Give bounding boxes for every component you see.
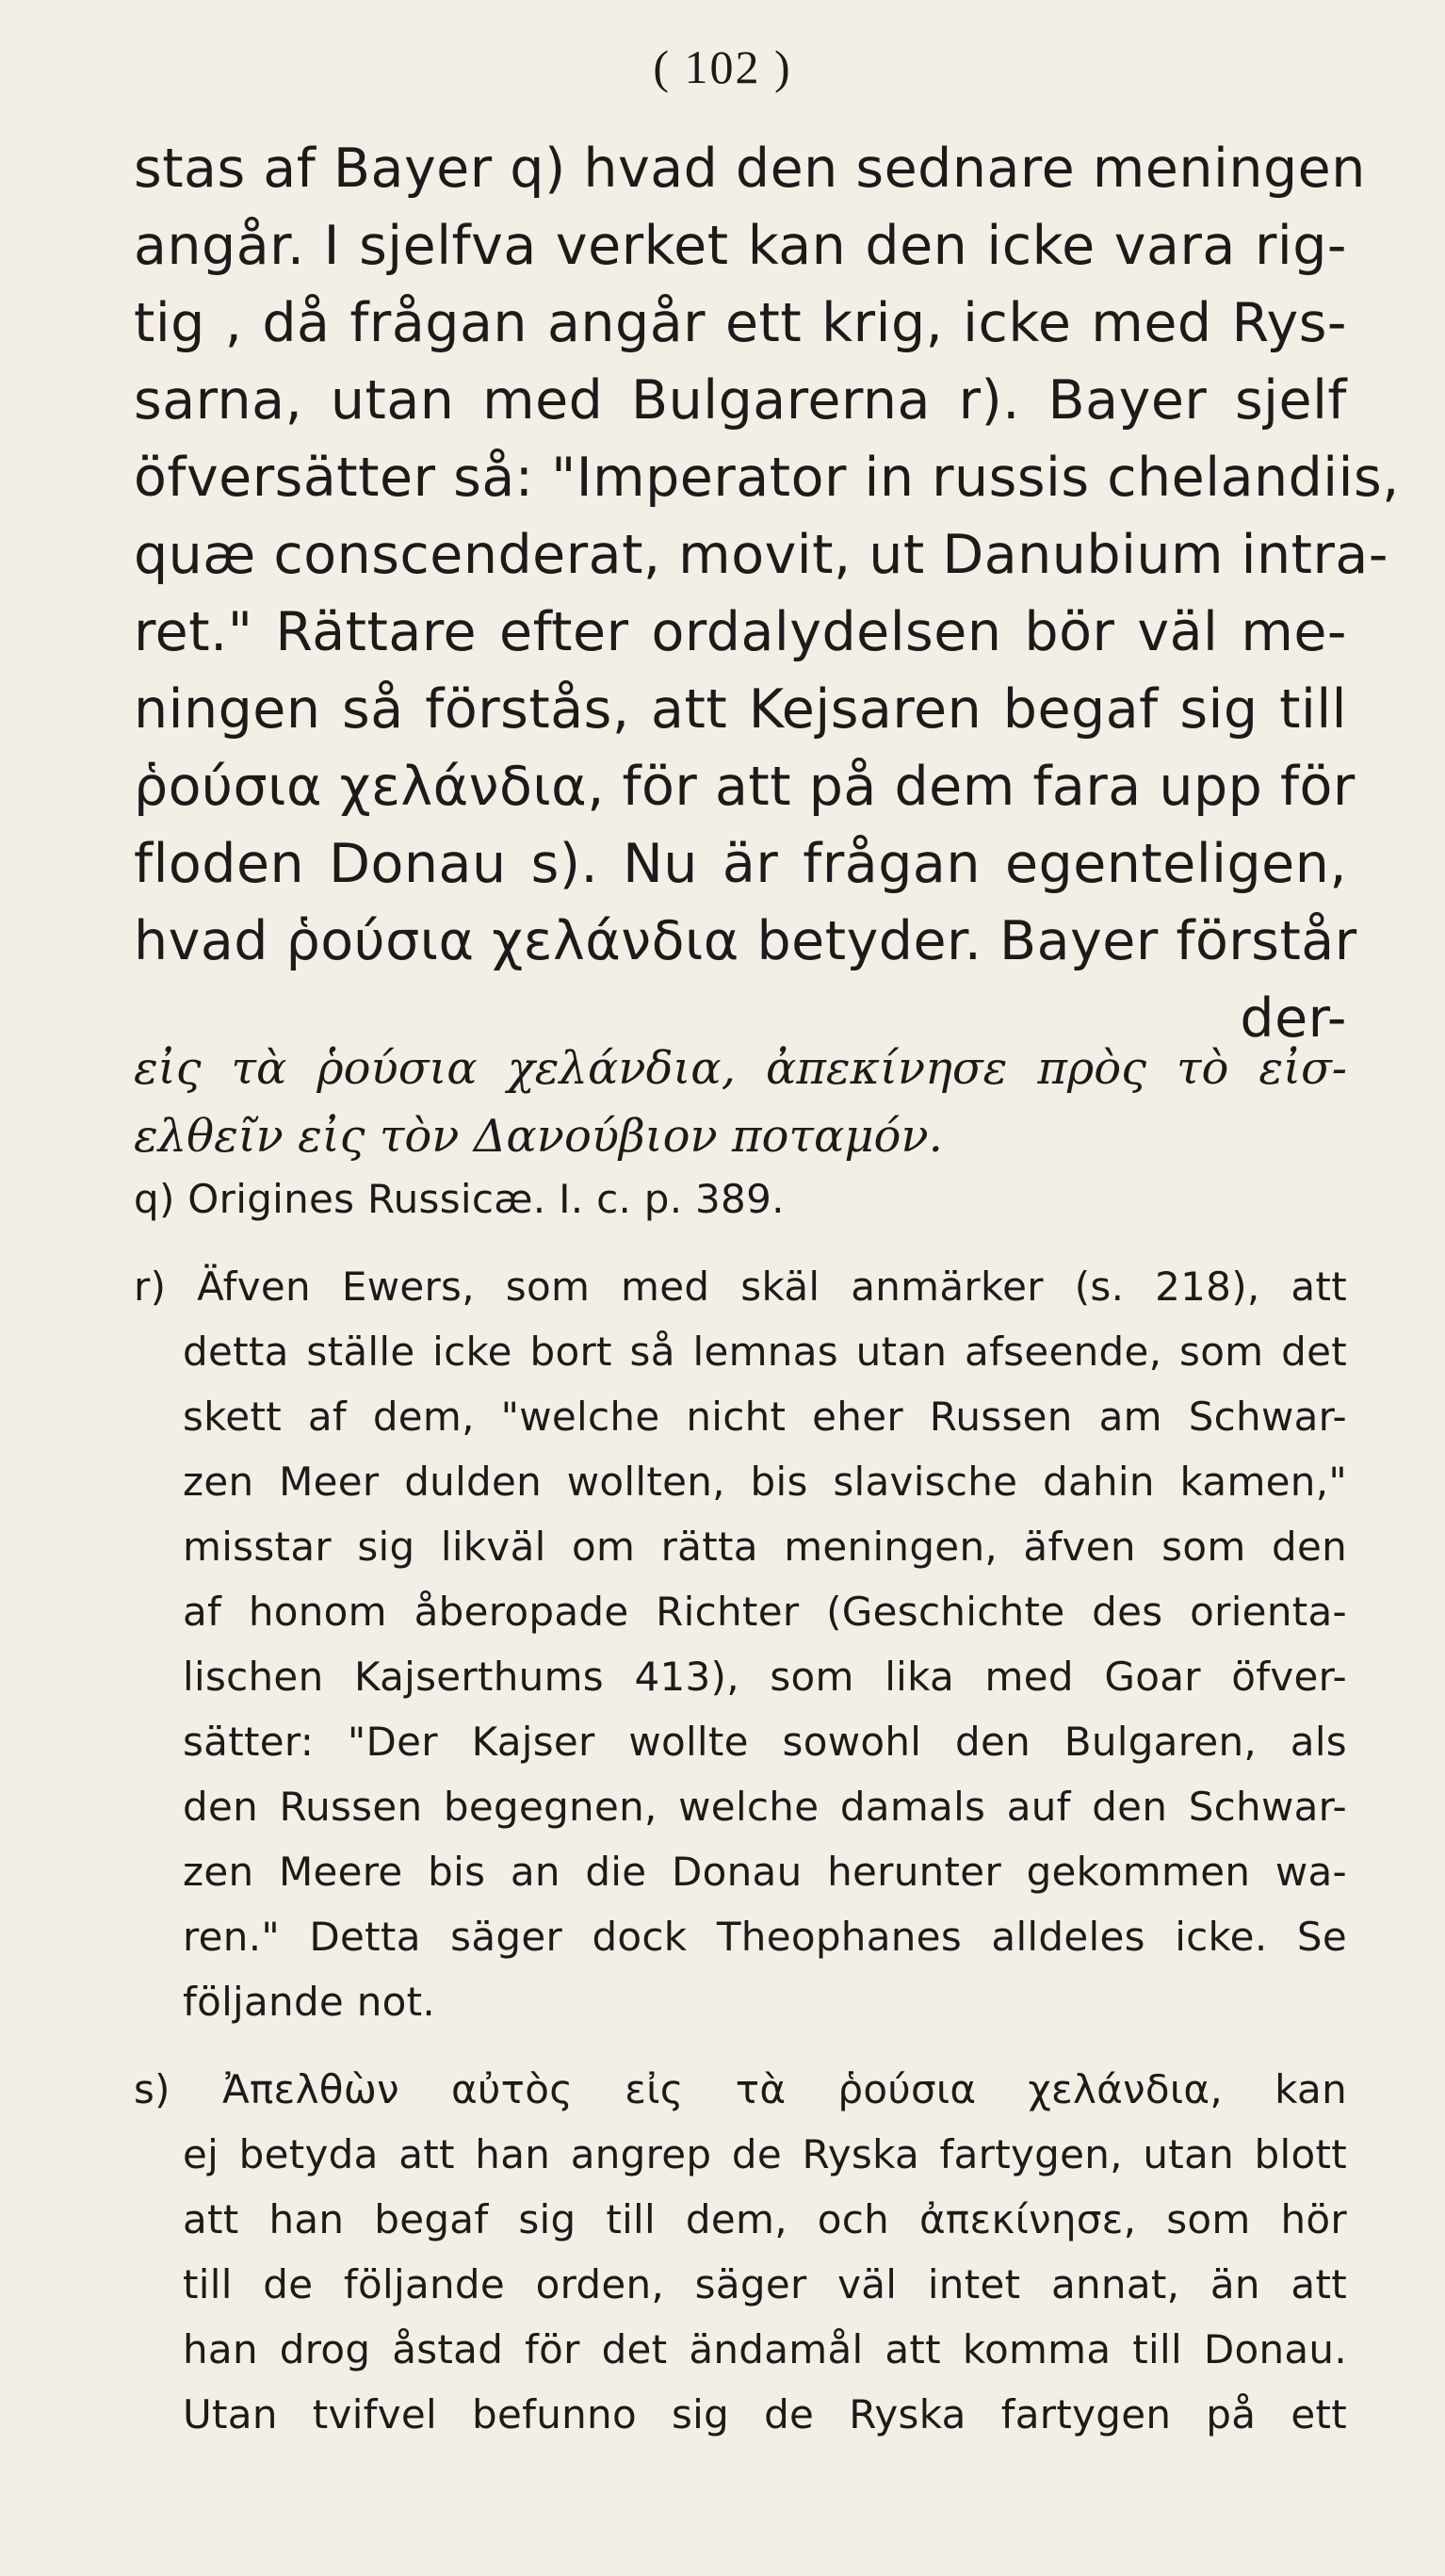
footnote-line: r) Äfven Ewers, som med skäl anmärker (s. 218), att (134, 1264, 1347, 1310)
footnote-line: af honom åberopade Richter (Geschichte des orienta- (183, 1589, 1347, 1635)
footnote-spacer (134, 1231, 1347, 1254)
footnote-line: följande not. (183, 1979, 436, 2025)
body-line: hvad ῥούσια χελάνδια betyder. Bayer förstår (134, 910, 1357, 972)
body-line: floden Donau s). Nu är frågan egenteligen, (134, 833, 1347, 895)
body-line: öfversätter så: "Imperator in russis chelandiis, (134, 447, 1400, 509)
footnote-line: till de följande orden, säger väl intet annat, än att (183, 2261, 1347, 2307)
footnote-line: att han begaf sig till dem, och ἀπεκίνησε, som hör (183, 2196, 1347, 2242)
body-line: ret." Rättare efter ordalydelsen bör väl me- (134, 601, 1347, 663)
catchword: der- (1240, 987, 1347, 1050)
greek-line: εἰς τὰ ῥούσια χελάνδια, ἀπεκίνησε πρὸς τὸ εἰσ- (134, 1042, 1347, 1095)
body-line: angår. I sjelfva verket kan den icke vara rig- (134, 215, 1347, 277)
footnote-line: sätter: "Der Kajser wollte sowohl den Bulgaren, als (183, 1719, 1347, 1765)
footnote-line: zen Meere bis an die Donau herunter gekommen wa- (183, 1849, 1347, 1895)
footnote-line: detta ställe icke bort så lemnas utan afseende, som det (183, 1329, 1347, 1375)
footnotes (134, 1166, 1347, 2447)
body-line: stas af Bayer q) hvad den sednare meningen (134, 138, 1366, 200)
main-text-block (134, 130, 1400, 1057)
footnote-line: den Russen begegnen, welche damals auf den Schwar- (183, 1784, 1347, 1830)
footnote-line: q) Origines Russicæ. I. c. p. 389. (134, 1176, 785, 1222)
footnote-line: lischen Kajserthums 413), som lika med Goar öfver- (183, 1654, 1347, 1700)
greek-line: ελθεῖν εἰς τὸν Δανούβιον ποταμόν. (134, 1110, 943, 1163)
greek-quotation (134, 1035, 1347, 1170)
body-line: ningen så förstås, att Kejsaren begaf sig till (134, 678, 1347, 741)
footnote-line: misstar sig likväl om rätta meningen, äfven som den (183, 1524, 1347, 1570)
body-line: sarna, utan med Bulgarerna r). Bayer sjelf (134, 369, 1347, 432)
footnote-line: han drog åstad för det ändamål att komma till Donau. (183, 2326, 1347, 2372)
body-line: tig , då frågan angår ett krig, icke med Rys- (134, 292, 1347, 354)
footnote-line: ej betyda att han angrep de Ryska fartygen, utan blott (183, 2131, 1347, 2177)
body-line: quæ conscenderat, movit, ut Danubium intra- (134, 524, 1388, 586)
footnote-line: s) Ἀπελθὼν αὐτὸς εἰς τὰ ῥούσια χελάνδια, kan (134, 2066, 1347, 2112)
page-number: ( 102 ) (653, 41, 792, 93)
footnote-line: zen Meer dulden wollten, bis slavische dahin kamen," (183, 1459, 1347, 1505)
footnote-spacer (134, 2034, 1347, 2057)
body-line: ῥούσια χελάνδια, för att på dem fara upp för (134, 756, 1356, 818)
footnote-line: Utan tvifvel befunno sig de Ryska fartygen på ett (183, 2391, 1347, 2437)
footnote-line: skett af dem, "welche nicht eher Russen am Schwar- (183, 1394, 1347, 1440)
footnote-line: ren." Detta säger dock Theophanes alldeles icke. Se (183, 1914, 1347, 1960)
